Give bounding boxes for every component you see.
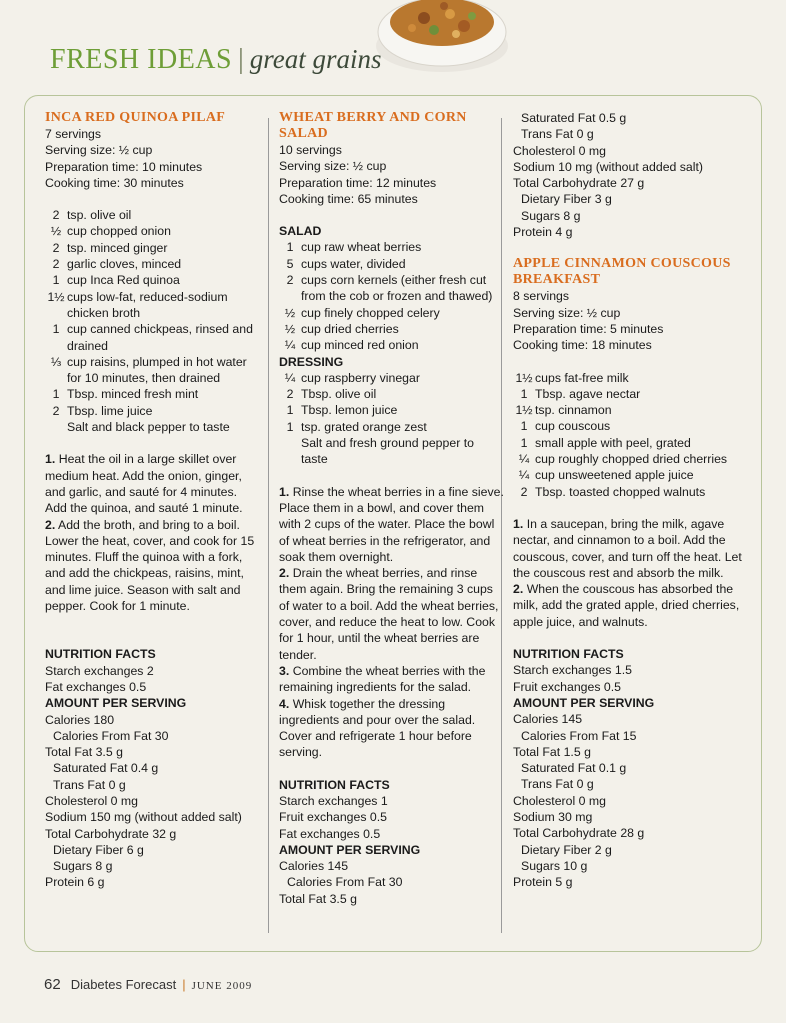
ingredient-text: Tbsp. olive oil [301,387,377,402]
ingredient-quantity: 1 [52,322,60,337]
ingredient-quantity: 1½ [515,370,533,385]
instruction-step [45,517,260,615]
ingredient-quantity: 2 [52,240,60,255]
step-number: 2. [45,517,56,532]
spacer [279,761,504,777]
ingredient-quantity: 1 [52,387,60,402]
ingredient-row [279,305,504,321]
ingredient-text: cup dried cherries [301,321,399,336]
ingredient-row [279,435,504,468]
meta-line: Serving size: ½ cup [45,143,153,158]
ingredient-quantity: 2 [52,257,60,272]
ingredient-row [279,386,504,402]
section-subtitle: great grains [249,44,382,74]
step-text: Heat the oil in a large skillet over medium heat. Add the onion, ginger, and garlic, and sauté for 4 minutes. Add the quinoa, and sauté 1 minute. [45,452,243,516]
ingredient-row [45,419,260,435]
nutrition-line: Starch exchanges 1 [279,793,388,808]
nutrition-line: Fruit exchanges 0.5 [279,810,388,825]
spacer [45,614,260,630]
ingredient-row [513,370,753,386]
nutrition-line: Calories From Fat 30 [53,728,169,743]
ingredient-row [279,256,504,272]
recipe-title: APPLE CINNAMON COUSCOUS BREAKFAST [513,256,731,288]
issue-date: JUNE 2009 [191,980,253,992]
ingredient-text: cup minced red onion [301,338,419,353]
ingredient-row [279,337,504,353]
nutrition-line: Saturated Fat 0.5 g [521,111,627,125]
ingredient-text: Tbsp. agave nectar [535,386,641,401]
step-text: Whisk together the dressing ingredients and pour over the salad. Cover and refrigerate 1 hour before serving. [279,696,476,760]
ingredient-quantity: 2 [52,208,60,223]
nutrition-line: Protein 4 g [513,225,573,240]
nutrition-line: Sugars 8 g [53,859,113,874]
step-text: When the couscous has absorbed the milk, add the grated apple, dried cherries, apple juice, and walnuts. [513,582,740,629]
meta-line: Cooking time: 18 minutes [513,338,652,353]
step-number: 4. [279,696,290,711]
step-number: 2. [513,582,524,597]
nutrition-title: NUTRITION FACTS [45,647,156,662]
ingredient-row [513,386,753,402]
recipe-title: INCA RED QUINOA PILAF [45,110,226,125]
ingredient-text: cups low-fat, reduced-sodium chicken broth [67,289,228,320]
ingredient-text: tsp. cinnamon [535,403,612,418]
ingredient-text: garlic cloves, minced [67,257,182,272]
ingredient-text: cup canned chickpeas, rinsed and drained [67,322,253,353]
meta-line: Serving size: ½ cup [279,159,387,174]
ingredient-quantity: ½ [284,305,296,320]
ingredient-row [45,321,260,354]
ingredient-row [45,354,260,387]
recipe-meta [513,288,753,353]
salad-label: SALAD [279,224,322,239]
ingredient-row [513,402,753,418]
ingredient-text: cups fat-free milk [535,370,629,385]
nutrition-line: Trans Fat 0 g [53,777,126,792]
spacer [279,468,504,484]
spacer [45,435,260,451]
recipe-title: WHEAT BERRY AND CORN SALAD [279,110,467,141]
recipe-wheat-berry-salad [279,110,504,907]
dressing-label: DRESSING [279,354,344,369]
nutrition-line: Calories 145 [279,859,349,874]
footer-separator: | [182,977,186,992]
nutrition-line: Sodium 150 mg (without added salt) [45,810,242,825]
spacer [45,630,260,646]
ingredient-quantity: 2 [286,387,294,402]
ingredient-row [513,451,753,467]
page-footer [44,976,252,993]
nutrition-line: Total Fat 3.5 g [45,745,123,760]
ingredient-text: cup couscous [535,419,611,434]
ingredient-text: cup raisins, plumped in hot water for 10 minutes, then drained [67,354,247,386]
nutrition-line: Cholesterol 0 mg [513,143,606,158]
nutrition-line: Fruit exchanges 0.5 [513,679,622,694]
nutrition-line: Total Fat 1.5 g [513,744,591,759]
ingredient-quantity: 2 [52,403,60,418]
ingredient-quantity: ⅓ [50,354,62,369]
per-serving-label: AMOUNT PER SERVING [513,695,655,710]
nutrition-title: NUTRITION FACTS [279,777,390,792]
ingredient-quantity: ¼ [518,468,530,483]
ingredient-quantity: ¼ [284,370,296,385]
ingredient-row [45,223,260,239]
ingredient-quantity: ½ [50,224,62,239]
step-text: Combine the wheat berries with the remaining ingredients for the salad. [279,663,486,695]
nutrition-line: Dietary Fiber 6 g [53,842,144,857]
page-number: 62 [44,976,61,993]
ingredient-text: cup unsweetened apple juice [535,468,694,483]
recipe-meta [279,142,504,207]
ingredient-quantity: ½ [284,321,296,336]
nutrition-line: Calories From Fat 15 [521,728,637,743]
ingredient-text: cup raw wheat berries [301,240,422,255]
ingredient-row [279,419,504,435]
nutrition-title: NUTRITION FACTS [513,647,624,662]
ingredient-row [45,289,260,322]
ingredient-row [45,256,260,272]
step-text: Rinse the wheat berries in a fine sieve. Place them in a bowl, and cover them with 2 cups of the water. Place the bowl of wheat berries in the refrigerator, and soak them overnight. [279,484,504,564]
nutrition-line: Total Carbohydrate 28 g [513,826,645,841]
ingredient-text: Salt and fresh ground pepper to taste [301,436,474,467]
nutrition-line: Sodium 30 mg [513,809,593,824]
nutrition-line: Fat exchanges 0.5 [279,826,381,841]
instruction-step [45,451,260,516]
nutrition-line: Starch exchanges 2 [45,663,154,678]
ingredient-text: cup roughly chopped dried cherries [535,452,728,467]
ingredient-text: cups water, divided [301,256,406,271]
magazine-name: Diabetes Forecast [70,977,177,992]
ingredient-text: tsp. grated orange zest [301,419,427,434]
nutrition-line: Sodium 10 mg (without added salt) [513,159,704,174]
spacer [45,191,260,207]
ingredient-text: cup Inca Red quinoa [67,273,180,288]
ingredient-text: cups corn kernels (either fresh cut from the cob or frozen and thawed) [301,273,493,304]
section-title: FRESH IDEAS [50,44,233,75]
per-serving-label: AMOUNT PER SERVING [45,696,187,711]
ingredient-quantity: 1 [52,273,60,288]
recipe-couscous-breakfast [513,110,753,890]
spacer [513,500,753,516]
ingredient-row [45,240,260,256]
ingredient-row [279,272,504,305]
section-header [50,44,381,76]
ingredient-quantity: 2 [286,273,294,288]
step-text: In a saucepan, bring the milk, agave nectar, and cinnamon to a boil. Add the couscous, cover, and turn off the heat. Let the couscous rest and absorb the milk. [513,516,742,580]
ingredient-quantity: 5 [286,256,294,271]
ingredient-quantity: ¼ [284,338,296,353]
grain-bowl-photo [372,0,512,74]
meta-line: Preparation time: 12 minutes [279,175,437,190]
ingredient-row [45,272,260,288]
instruction-step [279,696,504,761]
nutrition-line: Starch exchanges 1.5 [513,663,632,678]
instruction-step [513,516,753,581]
ingredient-text: cup chopped onion [67,224,171,239]
meta-line: Cooking time: 65 minutes [279,191,418,206]
ingredient-row [279,321,504,337]
ingredient-text: Tbsp. lemon juice [301,403,398,418]
meta-line: 10 servings [279,143,342,157]
meta-line: 7 servings [45,127,102,141]
ingredient-row [513,484,753,500]
nutrition-line: Total Carbohydrate 32 g [45,826,177,841]
ingredient-quantity [279,435,301,468]
ingredient-quantity: 2 [520,484,528,499]
recipe-meta [45,126,260,191]
ingredient-quantity [45,419,67,435]
ingredient-text: Tbsp. lime juice [67,403,153,418]
ingredient-text: Tbsp. minced fresh mint [67,387,199,402]
ingredient-row [279,239,504,255]
column-divider [268,118,269,933]
recipe-quinoa-pilaf [45,110,260,891]
nutrition-line: Dietary Fiber 3 g [521,192,612,207]
ingredient-row [45,207,260,223]
spacer [513,240,753,256]
nutrition-line: Total Carbohydrate 27 g [513,176,645,191]
instruction-step [279,484,504,565]
ingredient-row [513,467,753,483]
nutrition-line: Saturated Fat 0.4 g [53,761,159,776]
ingredient-quantity: 1 [286,403,294,418]
spacer [279,207,504,223]
ingredient-quantity: 1 [520,419,528,434]
ingredient-quantity: ¼ [518,452,530,467]
meta-line: Cooking time: 30 minutes [45,175,184,190]
step-number: 1. [45,452,56,467]
meta-line: 8 servings [513,289,570,304]
nutrition-line: Cholesterol 0 mg [45,793,138,808]
header-separator: | [238,44,244,75]
ingredient-quantity: 1½ [47,289,65,304]
ingredient-row [279,370,504,386]
ingredient-text: small apple with peel, grated [535,435,691,450]
step-text: Add the broth, and bring to a boil. Lower the heat, cover, and cook for 15 minutes. Fluff the quinoa with a fork, and add the chickpeas, raisins, mint, and lime juice. Season with salt and pepper. Cook for 1 minute. [45,517,255,614]
ingredient-quantity: 1 [286,419,294,434]
step-number: 1. [513,516,524,531]
ingredient-row [45,386,260,402]
step-text: Drain the wheat berries, and rinse them again. Bring the remaining 3 cups of water to a boil. Add the wheat berries, cover, and reduce the heat to low. Cook for 1 hour, until the wheat berries are tender. [279,566,499,662]
meta-line: Preparation time: 10 minutes [45,159,203,174]
nutrition-line: Trans Fat 0 g [521,777,594,792]
ingredient-quantity: 1 [286,240,294,255]
nutrition-line: Fat exchanges 0.5 [45,679,147,694]
nutrition-line: Protein 5 g [513,875,573,890]
ingredient-text: Salt and black pepper to taste [67,420,230,435]
ingredient-row [45,403,260,419]
ingredient-text: cup raspberry vinegar [301,370,420,385]
step-number: 2. [279,566,290,581]
spacer [513,630,753,646]
meta-line: Serving size: ½ cup [513,305,621,320]
nutrition-line: Sugars 8 g [521,208,581,223]
nutrition-line: Calories From Fat 30 [287,875,403,890]
nutrition-line: Total Fat 3.5 g [279,891,357,906]
nutrition-line: Dietary Fiber 2 g [521,842,612,857]
instruction-step [279,663,504,696]
ingredient-text: cup finely chopped celery [301,305,440,320]
per-serving-label: AMOUNT PER SERVING [279,842,421,857]
ingredient-row [513,435,753,451]
instruction-step [513,581,753,630]
meta-line: Preparation time: 5 minutes [513,321,664,336]
ingredient-text: tsp. minced ginger [67,240,168,255]
ingredient-quantity: 1 [520,435,528,450]
spacer [513,354,753,370]
ingredient-row [513,418,753,434]
nutrition-line: Protein 6 g [45,875,105,890]
ingredient-quantity: 1 [520,386,528,401]
ingredient-text: tsp. olive oil [67,208,132,223]
ingredient-row [279,402,504,418]
ingredient-quantity: 1½ [515,403,533,418]
step-number: 3. [279,663,290,678]
nutrition-line: Sugars 10 g [521,858,588,873]
nutrition-line: Cholesterol 0 mg [513,793,606,808]
instruction-step [279,565,504,663]
ingredient-text: Tbsp. toasted chopped walnuts [535,484,706,499]
step-number: 1. [279,484,290,499]
nutrition-line: Calories 145 [513,712,583,727]
nutrition-line: Trans Fat 0 g [521,127,594,142]
nutrition-line: Calories 180 [45,712,115,727]
nutrition-line: Saturated Fat 0.1 g [521,761,627,776]
